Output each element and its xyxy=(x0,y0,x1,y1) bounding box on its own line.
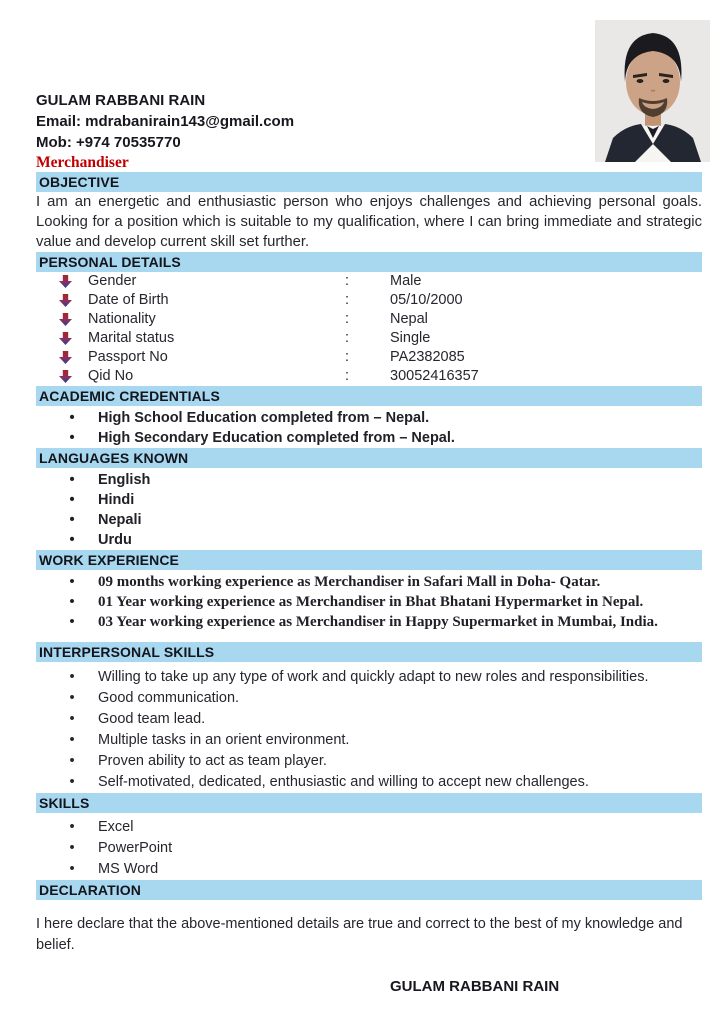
interpersonal-skill-item xyxy=(36,751,702,772)
academic-item xyxy=(36,408,702,428)
interpersonal-skill-item-text: Self-motivated, dedicated, enthusiastic and willing to accept new challenges. xyxy=(98,774,589,790)
skills-list xyxy=(36,813,702,880)
work-experience-item xyxy=(36,572,702,592)
skill-item xyxy=(36,838,702,859)
language-item-text: English xyxy=(98,472,151,488)
skill-item-text: Excel xyxy=(98,819,134,835)
email-line: Email: mdrabanirain143@gmail.com xyxy=(36,113,295,130)
work-experience-item xyxy=(36,592,702,612)
personal-detail-row xyxy=(36,310,702,329)
section-heading-objective: OBJECTIVE xyxy=(36,172,702,192)
language-item-text: Hindi xyxy=(98,492,135,508)
detail-label: Date of Birth xyxy=(88,292,169,308)
detail-value: Single xyxy=(390,330,431,346)
detail-value: PA2382085 xyxy=(390,349,465,365)
dot-bullet-icon: • xyxy=(69,711,75,727)
dot-bullet-icon: • xyxy=(69,574,75,590)
detail-value: Nepal xyxy=(390,311,428,327)
dot-bullet-icon: • xyxy=(69,614,75,630)
detail-value: 30052416357 xyxy=(390,368,479,384)
language-item-text: Urdu xyxy=(98,532,132,548)
detail-separator: : xyxy=(345,349,350,365)
dot-bullet-icon: • xyxy=(69,532,75,548)
work-experience-item xyxy=(36,612,702,632)
section-heading-personal-details: PERSONAL DETAILS xyxy=(36,252,702,272)
interpersonal-skill-item-text: Willing to take up any type of work and quickly adapt to new roles and responsibilities. xyxy=(98,669,649,685)
language-item xyxy=(36,490,702,510)
interpersonal-skill-item xyxy=(36,688,702,709)
skill-item-text: PowerPoint xyxy=(98,840,173,856)
candidate-name: GULAM RABBANI RAIN xyxy=(36,92,206,109)
language-item xyxy=(36,530,702,550)
interpersonal-skill-item xyxy=(36,667,702,688)
signature-name: GULAM RABBANI RAIN xyxy=(390,978,560,995)
dot-bullet-icon: • xyxy=(69,669,75,685)
detail-separator: : xyxy=(345,368,350,384)
academic-list xyxy=(36,406,702,448)
person-photo-graphic xyxy=(595,20,710,162)
objective-text: I am an energetic and enthusiastic person who enjoys challenges and achieving personal goals. Looking for a position which is suitable to my qualification, where I can bring immediate and strategic value and develop current skill set further. xyxy=(36,194,702,250)
arrow-bullet-icon xyxy=(58,294,88,307)
work-experience-item-text: 03 Year working experience as Merchandiser in Happy Supermarket in Mumbai, India. xyxy=(98,614,658,630)
portrait-photo xyxy=(595,20,710,162)
dot-bullet-icon: • xyxy=(69,819,75,835)
interpersonal-skills-list xyxy=(36,662,702,793)
language-item xyxy=(36,470,702,490)
section-heading-work-experience: WORK EXPERIENCE xyxy=(36,550,702,570)
detail-value: 05/10/2000 xyxy=(390,292,463,308)
arrow-bullet-icon xyxy=(58,370,88,383)
declaration-text: I here declare that the above-mentioned details are true and correct to the best of my knowledge and belief. xyxy=(36,916,683,953)
dot-bullet-icon: • xyxy=(69,594,75,610)
academic-item-text: High Secondary Education completed from – Nepal. xyxy=(98,430,455,446)
arrow-bullet-icon xyxy=(58,275,88,288)
work-experience-item-text: 01 Year working experience as Merchandiser in Bhat Bhatani Hypermarket in Nepal. xyxy=(98,594,644,610)
dot-bullet-icon: • xyxy=(69,492,75,508)
section-heading-languages-known: LANGUAGES KNOWN xyxy=(36,448,702,468)
interpersonal-skill-item xyxy=(36,730,702,751)
section-heading-interpersonal-skills: INTERPERSONAL SKILLS xyxy=(36,642,702,662)
personal-detail-row xyxy=(36,367,702,386)
section-heading-skills: SKILLS xyxy=(36,793,702,813)
work-experience-item-text: 09 months working experience as Merchandiser in Safari Mall in Doha- Qatar. xyxy=(98,574,601,590)
dot-bullet-icon: • xyxy=(69,774,75,790)
section-spacer xyxy=(36,632,702,642)
detail-label: Marital status xyxy=(88,330,175,346)
detail-label: Qid No xyxy=(88,368,134,384)
academic-item xyxy=(36,428,702,448)
dot-bullet-icon: • xyxy=(69,861,75,877)
skill-item xyxy=(36,859,702,880)
languages-list xyxy=(36,468,702,550)
dot-bullet-icon: • xyxy=(69,472,75,488)
interpersonal-skill-item-text: Good team lead. xyxy=(98,711,206,727)
language-item-text: Nepali xyxy=(98,512,142,528)
interpersonal-skill-item-text: Good communication. xyxy=(98,690,240,706)
dot-bullet-icon: • xyxy=(69,732,75,748)
personal-detail-row xyxy=(36,291,702,310)
interpersonal-skill-item-text: Proven ability to act as team player. xyxy=(98,753,327,769)
dot-bullet-icon: • xyxy=(69,690,75,706)
detail-separator: : xyxy=(345,330,350,346)
section-heading-declaration: DECLARATION xyxy=(36,880,702,900)
interpersonal-skill-item xyxy=(36,709,702,730)
work-experience-list xyxy=(36,570,702,632)
dot-bullet-icon: • xyxy=(69,430,75,446)
arrow-bullet-icon xyxy=(58,351,88,364)
personal-detail-row xyxy=(36,329,702,348)
skill-item-text: MS Word xyxy=(98,861,159,877)
personal-detail-row xyxy=(36,348,702,367)
dot-bullet-icon: • xyxy=(69,512,75,528)
interpersonal-skill-item-text: Multiple tasks in an orient environment. xyxy=(98,732,350,748)
detail-label: Passport No xyxy=(88,349,168,365)
section-heading-academic-credentials: ACADEMIC CREDENTIALS xyxy=(36,386,702,406)
mobile-line: Mob: +974 70535770 xyxy=(36,134,181,151)
detail-separator: : xyxy=(345,292,350,308)
detail-separator: : xyxy=(345,311,350,327)
personal-details-list xyxy=(36,272,702,386)
detail-label: Gender xyxy=(88,273,137,289)
dot-bullet-icon: • xyxy=(69,753,75,769)
job-title: Merchandiser xyxy=(36,154,129,171)
detail-label: Nationality xyxy=(88,311,156,327)
arrow-bullet-icon xyxy=(58,332,88,345)
language-item xyxy=(36,510,702,530)
arrow-bullet-icon xyxy=(58,313,88,326)
academic-item-text: High School Education completed from – Nepal. xyxy=(98,410,430,426)
detail-value: Male xyxy=(390,273,422,289)
skill-item xyxy=(36,817,702,838)
personal-detail-row xyxy=(36,272,702,291)
interpersonal-skill-item xyxy=(36,772,702,793)
detail-separator: : xyxy=(345,273,350,289)
dot-bullet-icon: • xyxy=(69,840,75,856)
dot-bullet-icon: • xyxy=(69,410,75,426)
